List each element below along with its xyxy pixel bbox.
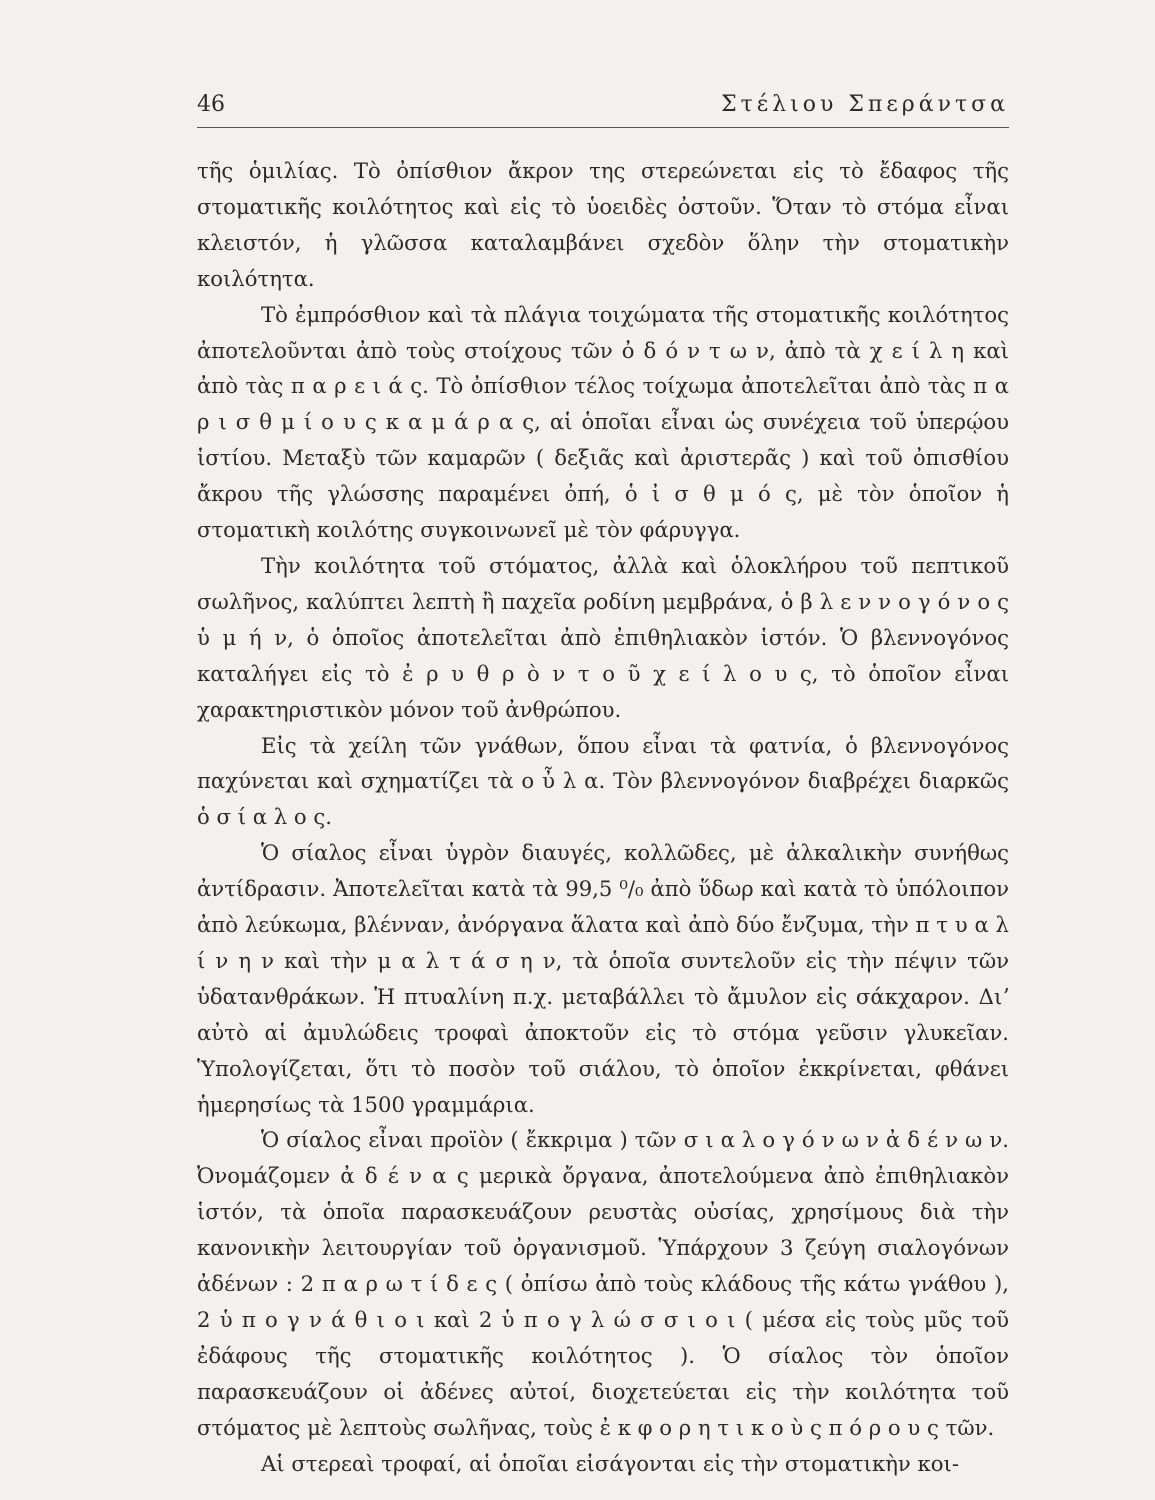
page-number: 46 (197, 92, 225, 117)
paragraph: Τὸ ἐμπρόσθιον καὶ τὰ πλάγια τοιχώματα τῆς στοματικῆς κοιλότητος ἀποτελοῦνται ἀπὸ τοὺς στοίχους τῶν ὀ δ ό ν τ ω ν, ἀπὸ τὰ χ ε ί λ η καὶ ἀπὸ τὰς π α ρ ε ι ά ς. Τὸ ὀπίσθιον τέλος τοίχωμα ἀποτελεῖται ἀπὸ τὰς π α ρ ι σ θ μ ί ο υ ς κ α μ ά ρ α ς, αἱ ὁποῖαι εἶναι ὡς συνέχεια τοῦ ὑπερῴου ἱστίου. Μεταξὺ τῶν καμαρῶν ( δεξιᾶς καὶ ἀριστερᾶς ) καὶ τοῦ ὀπισθίου ἄκρου τῆς γλώσσης παραμένει ὀπή, ὁ ἰ σ θ μ ό ς, μὲ τὸν ὁποῖον ἡ στοματικὴ κοιλότης συγκοινωνεῖ μὲ τὸν φάρυγγα. (197, 301, 1009, 543)
page-header (197, 92, 1009, 122)
body-text (197, 153, 1009, 1482)
paragraph: Εἰς τὰ χείλη τῶν γνάθων, ὅπου εἶναι τὰ φατνία, ὁ βλεννογόνος παχύνεται καὶ σχηματίζει τὰ ο ὖ λ α. Τὸν βλεννογόνον διαβρέχει διαρκῶς ὁ σ ί α λ ο ς. (197, 732, 1009, 830)
paragraph: τῆς ὁμιλίας. Τὸ ὀπίσθιον ἄκρον της στερεώνεται εἰς τὸ ἔδαφος τῆς στοματικῆς κοιλότητος καὶ εἰς τὸ ὑοειδὲς ὀστοῦν. Ὅταν τὸ στόμα εἶναι κλειστόν, ἡ γλῶσσα καταλαμβάνει σχεδὸν ὅλην τὴν στοματικὴν κοιλότητα. (197, 158, 1009, 291)
paragraph: Τὴν κοιλότητα τοῦ στόματος, ἀλλὰ καὶ ὁλοκλήρου τοῦ πεπτικοῦ σωλῆνος, καλύπτει λεπτὴ ἢ παχεῖα ροδίνη μεμβράνα, ὁ β λ ε ν ν ο γ ό ν ο ς ὑ μ ή ν, ὁ ὁποῖος ἀποτελεῖται ἀπὸ ἐπιθηλιακὸν ἱστόν. Ὁ βλεννογόνος καταλήγει εἰς τὸ ἐ ρ υ θ ρ ὸ ν τ ο ῦ χ ε ί λ ο υ ς, τὸ ὁποῖον εἶναι χαρακτηριστικὸν μόνον τοῦ ἀνθρώπου. (197, 552, 1009, 722)
paragraph: Αἱ στερεαὶ τροφαί, αἱ ὁποῖαι εἰσάγονται εἰς τὴν στοματικὴν κοι- (261, 1450, 959, 1476)
paragraph: Ὁ σίαλος εἶναι προϊὸν ( ἔκκριμα ) τῶν σ ι α λ ο γ ό ν ω ν ἀ δ έ ν ω ν. Ὀνομάζομεν ἀ δ έ ν α ς μερικὰ ὄργανα, ἀποτελούμενα ἀπὸ ἐπιθηλιακὸν ἱστόν, τὰ ὁποῖα παρασκευάζουν ρευστὰς οὐσίας, χρησίμους διὰ τὴν κανονικὴν λειτουργίαν τοῦ ὀργανισμοῦ. Ὑπάρχουν 3 ζεύγη σιαλογόνων ἀδένων : 2 π α ρ ω τ ί δ ε ς ( ὀπίσω ἀπὸ τοὺς κλάδους τῆς κάτω γνάθου ), 2 ὑ π ο γ ν ά θ ι ο ι καὶ 2 ὑ π ο γ λ ώ σ σ ι ο ι ( μέσα εἰς τοὺς μῦς τοῦ ἐδάφους τῆς στοματικῆς κοιλότητος ). Ὁ σίαλος τὸν ὁποῖον παρασκευάζουν οἱ ἀδένες αὐτοί, διοχετεύεται εἰς τὴν κοιλότητα τοῦ στόματος μὲ λεπτοὺς σωλῆνας, τοὺς ἐ κ φ ο ρ η τ ι κ ο ὺ ς π ό ρ ο υ ς τῶν. (197, 1127, 1009, 1440)
header-rule (197, 127, 1009, 128)
paragraph: Ὁ σίαλος εἶναι ὑγρὸν διαυγές, κολλῶδες, μὲ ἀλκαλικὴν συνήθως ἀντίδρασιν. Ἀποτελεῖται κατὰ τὰ 99,5 ⁰/₀ ἀπὸ ὕδωρ καὶ κατὰ τὸ ὑπόλοιπον ἀπὸ λεύκωμα, βλένναν, ἀνόργανα ἅλατα καὶ ἀπὸ δύο ἔνζυμα, τὴν π τ υ α λ ί ν η ν καὶ τὴν μ α λ τ ά σ η ν, τὰ ὁποῖα συντελοῦν εἰς τὴν πέψιν τῶν ὑδατανθράκων. Ἡ πτυαλίνη π.χ. μεταβάλλει τὸ ἄμυλον εἰς σάκχαρον. Διʼ αὐτὸ αἱ ἀμυλώδεις τροφαὶ ἀποκτοῦν εἰς τὸ στόμα γεῦσιν γλυκεῖαν. Ὑπολογίζεται, ὅτι τὸ ποσὸν τοῦ σιάλου, τὸ ὁποῖον ἐκκρίνεται, φθάνει ἡμερησίως τὰ 1500 γραμμάρια. (197, 840, 1009, 1117)
running-head: Στέλιου Σπεράντσα (721, 92, 1009, 117)
